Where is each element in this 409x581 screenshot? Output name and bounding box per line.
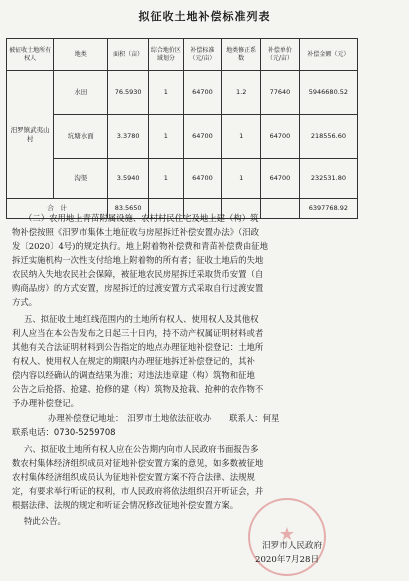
table-row: [7, 159, 358, 199]
standard-cell: 64700: [183, 115, 222, 159]
para5-line: 利人应当在本公告发布之日起三十日内，持不动产权属证明材料或者: [12, 328, 264, 338]
header-area: 面积（亩）: [108, 39, 149, 71]
para5-line: 有权人、使用权人在规定的期限内办理征地拆迁补偿登记的，其补: [12, 356, 255, 366]
office-line: [48, 412, 279, 424]
compensation-table: [6, 38, 358, 219]
phone-line: [12, 426, 116, 438]
para6-line: 根据法律、法规的规定和听证会情况修改征地补偿安置方案。: [12, 500, 239, 510]
issuer-name: 汨罗市人民政府: [262, 541, 323, 551]
unit-price-cell: 77640: [261, 71, 300, 115]
header-zone: 综合地价区域划分: [149, 39, 183, 71]
coef-cell: 1: [222, 159, 261, 199]
header-owner: 被征收土地所有权人: [7, 39, 54, 71]
para2-line: 物补偿按照《汨罗市集体土地征收与房屋拆迁补偿安置办法》（汨政: [12, 227, 260, 237]
para5-line: 公告之后抢搭、抢建、抢修的建（构）筑物及抢栽、抢种的农作物不: [12, 384, 264, 394]
closing-text: 特此公告。: [24, 516, 66, 526]
office-address: 汨罗市土地依法征收办: [127, 413, 212, 423]
seal-star-icon: ★: [278, 524, 296, 545]
table-row: [7, 71, 358, 115]
table-row: [7, 115, 358, 159]
empty-cell: [261, 199, 300, 219]
coef-cell: 1.2: [222, 71, 261, 115]
para2-line: 购商品房）的方式安置，房屋拆迁的过渡安置方式采取自行过渡安置: [12, 283, 264, 293]
header-coef: 地类修正系数: [222, 39, 261, 71]
office-label: 办理补偿登记地址：: [48, 413, 124, 423]
zone-cell: 1: [149, 71, 183, 115]
para6-line: 定，有要求举行听证的权利，市人民政府将依法组织召开听证会，并: [12, 486, 264, 496]
contact-label: 联系人：: [229, 413, 263, 423]
header-total: 补偿金额（元）: [299, 39, 357, 71]
total-cell: 5946680.52: [299, 71, 357, 115]
land-type-cell: 沟渠: [54, 159, 108, 199]
header-land-type: 地类: [54, 39, 108, 71]
table-header-row: [7, 39, 358, 71]
total-label-cell: 合 计: [7, 199, 108, 219]
para2-line: 拆迁实施机构一次性支付给地上附着物的所有者；征收土地后的失地: [12, 255, 264, 265]
para2-line: 方式。: [12, 297, 38, 307]
area-cell: 3.5940: [108, 159, 149, 199]
contact-name: 何星: [262, 413, 280, 423]
standard-cell: 64700: [183, 159, 222, 199]
unit-price-cell: 64700: [261, 115, 300, 159]
zone-cell: 1: [149, 159, 183, 199]
para2-line: （二）农用地上青苗附属设施、农村村民住宅及地上建（构）筑: [24, 213, 259, 223]
para2-line: 农民纳入失地农民社会保障，被征地农民房屋拆迁采取货币安置（自: [12, 269, 264, 279]
para5-line: 五、拟征收土地红线范围内的土地所有权人、使用权人及其他权: [24, 314, 259, 324]
phone-number: 0730-5259708: [53, 427, 116, 437]
para5-line: 偿内容以经确认的调查结果为准；对违法违章建（构）筑物和征地: [12, 370, 255, 380]
total-amount-cell: 6397768.92: [299, 199, 357, 219]
total-cell: 232531.80: [299, 159, 357, 199]
coef-cell: 1: [222, 115, 261, 159]
para6-line: 农村集体经济组织成员认为征地补偿安置方案不符合法律、法规规: [12, 472, 255, 482]
para6-line: 数农村集体经济组织成员对征地补偿安置方案的意见，如多数被征地: [12, 458, 264, 468]
total-cell: 218556.60: [299, 115, 357, 159]
header-standard: 补偿标准（元/亩）: [183, 39, 222, 71]
table-title: 拟征收土地补偿标准列表: [138, 10, 271, 23]
standard-cell: 64700: [183, 71, 222, 115]
para5-line: 其他有关合法证明材料到公告指定的地点办理征地补偿登记：土地所: [12, 342, 264, 352]
land-type-cell: 坑塘水面: [54, 115, 108, 159]
land-type-cell: 水田: [54, 71, 108, 115]
issue-date: 2020年7月28日: [255, 555, 320, 565]
para2-line: 发〔2020〕4号)的规定执行。地上附着物补偿费和青苗补偿费由征地: [12, 241, 269, 251]
unit-price-cell: 64700: [261, 159, 300, 199]
para6-line: 六、拟征收土地所有权人应在公告期内向市人民政府书面报告多: [24, 444, 259, 454]
area-cell: 3.3780: [108, 115, 149, 159]
area-cell: 76.5930: [108, 71, 149, 115]
owner-cell: 汨罗镇武夷山村: [7, 71, 54, 199]
phone-label: 联系电话：: [12, 427, 54, 437]
zone-cell: 1: [149, 115, 183, 159]
total-area-cell: 83.5650: [108, 199, 149, 219]
para5-line: 予办理补偿登记。: [12, 398, 79, 408]
header-unit-price: 补偿单价（元/亩）: [261, 39, 300, 71]
